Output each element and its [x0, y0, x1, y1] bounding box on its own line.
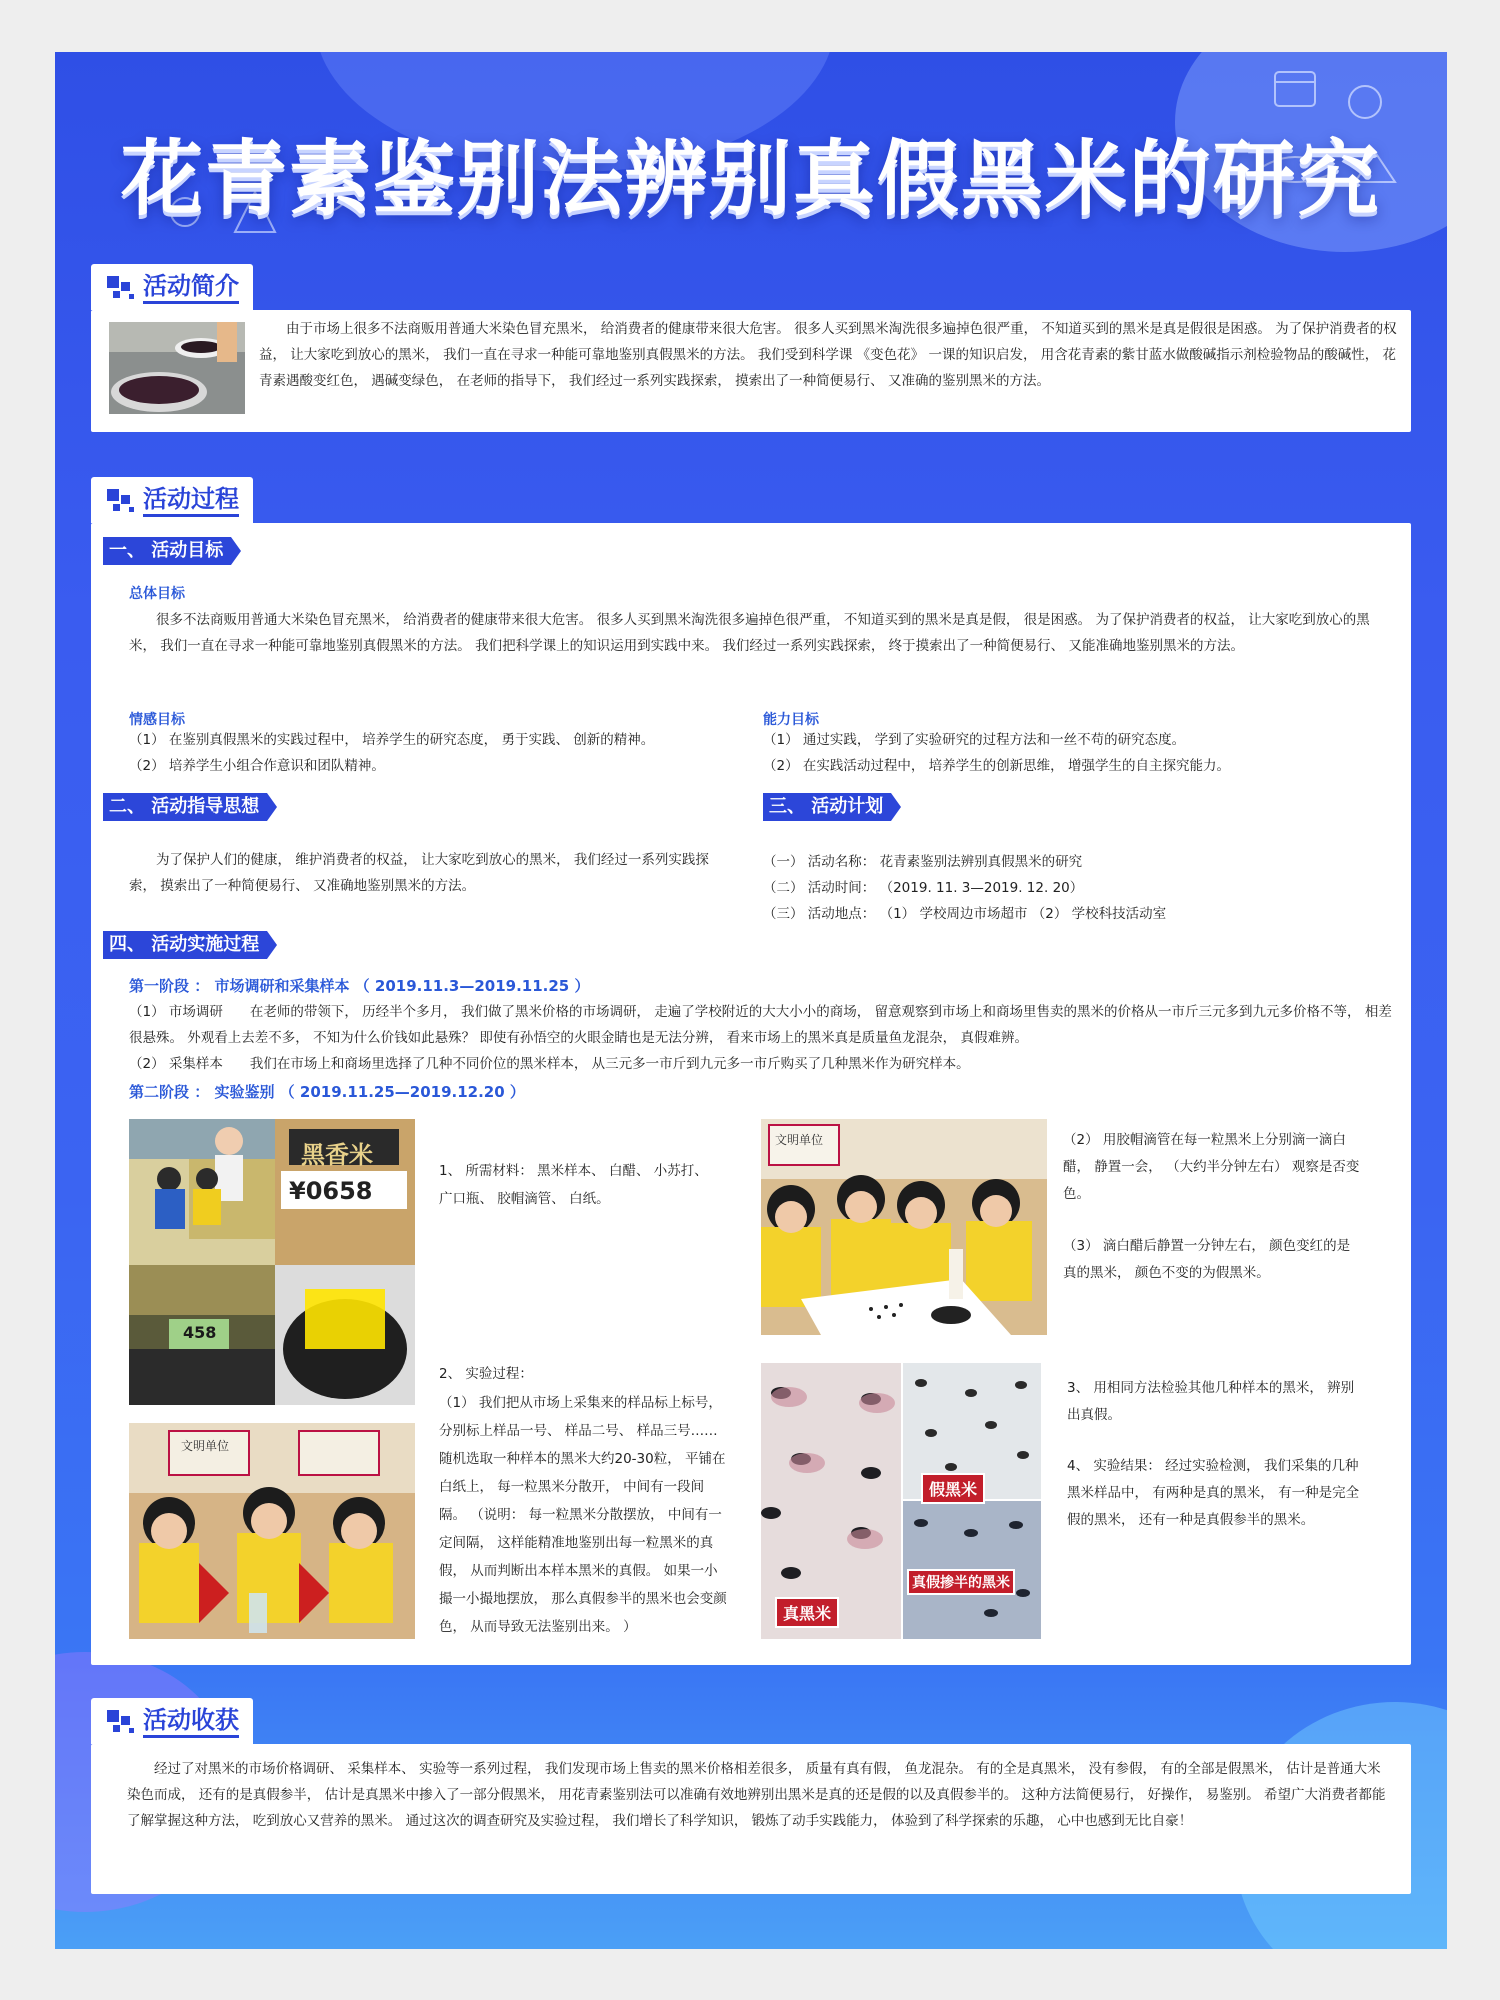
stage1-label: 第一阶段 ： 市场调研和采集样本 （ 2019.11.3—2019.11.25 ）: [129, 977, 590, 995]
stage2-label: 第二阶段 ： 实验鉴别 （ 2019.11.25—2019.12.20 ）: [129, 1083, 525, 1101]
poster: [55, 52, 1447, 1949]
blocks-icon: [107, 485, 137, 515]
intro-text: 由于市场上很多不法商贩用普通大米染色冒充黑米， 给消费者的健康带来很大危害。 很多人买到黑米淘洗很多遍掉色很严重， 不知道买到的黑米是真是假很是困惑。 为了保护消费者的权益， 让大家吃到放心的黑米， 我们一直在寻求一种能可靠地鉴别真假黑米的方法。 我们受到科学课 《变色花》 一课的知识启发， 用含花青素的紫甘蓝水做酸碱指示剂检验物品的酸碱性， 花青素遇酸变红色， 遇碱变绿色， 在老师的指导下， 我们经过一系列实践探索， 摸索出了一种简便易行、 又准确的鉴别黑米的方法。: [259, 321, 1397, 389]
students-photo-2: [761, 1119, 1047, 1335]
materials-text: 1、 所需材料： 黑米样本、 白醋、 小苏打、 广口瓶、 胶帽滴管、 白纸。: [439, 1163, 708, 1207]
fake-rice-label: 假黑米: [921, 1473, 985, 1504]
section-heading: 活动收获: [143, 1705, 239, 1738]
step2-text: （2） 用胶帽滴管在每一粒黑米上分别滴一滴白醋， 静置一会， （大约半分钟左右） 观察是否变色。: [1063, 1132, 1360, 1202]
process-panel: [91, 523, 1411, 1665]
ability-item: （1） 通过实践， 学到了实验研究的过程方法和一丝不苟的研究态度。: [763, 732, 1186, 748]
section-heading: 活动简介: [143, 271, 239, 304]
price-sign: 黑香米: [301, 1141, 373, 1169]
result-text: 4、 实验结果： 经过实验检测， 我们采集的几种黑米样品中， 有两种是真的黑米， 有一种是完全假的黑米， 还有一种是真假参半的黑米。: [1067, 1458, 1360, 1528]
goal-heading: 一、 活动目标: [103, 537, 231, 565]
real-rice-label: 真黑米: [775, 1597, 839, 1628]
section-tab-harvest: [91, 1698, 253, 1744]
emotion-label: 情感目标: [129, 712, 185, 728]
overall-label: 总体目标: [129, 586, 185, 602]
blocks-icon: [107, 1706, 137, 1736]
stage1-market-text: （1） 市场调研 在老师的带领下， 历经半个多月， 我们做了黑米价格的市场调研， 走遍了学校附近的大大小小的商场， 留意观察到市场上和商场里售卖的黑米的价格从一市斤三元多到九元多价格不等， 相差很悬殊。 外观看上去差不多， 不知为什么价钱如此悬殊？ 即使有孙悟空的火眼金睛也是无法分辨， 看来市场上的黑米真是质量鱼龙混杂， 真假难辨。: [129, 1004, 1392, 1046]
emotion-item: （2） 培养学生小组合作意识和团队精神。: [129, 758, 385, 774]
scale-tag: 458: [183, 1323, 217, 1342]
blocks-icon: [107, 272, 137, 302]
plan-item: （二） 活动时间： （2019. 11. 3—2019. 12. 20）: [763, 880, 1084, 896]
overall-text: 很多不法商贩用普通大米染色冒充黑米， 给消费者的健康带来很大危害。 很多人买到黑米淘洗很多遍掉色很严重， 不知道买到的黑米是真是假， 很是困惑。 为了保护消费者的权益， 让大家吃到放心的黑米， 我们一直在寻求一种能可靠地鉴别真假黑米的方法。 我们把科学课上的知识运用到实践中来。 我们经过一系列实践探索， 终于摸索出了一种简便易行、 又能准确地鉴别黑米的方法。: [129, 612, 1370, 654]
rice-washing-photo: [109, 322, 245, 414]
plan-heading: 三、 活动计划: [763, 793, 891, 821]
experiment-title: 2、 实验过程：: [439, 1366, 533, 1382]
impl-heading: 四、 活动实施过程: [103, 931, 267, 959]
section-tab-intro: [91, 264, 253, 310]
ability-item: （2） 在实践活动过程中， 培养学生的创新思维， 增强学生的自主探究能力。: [763, 758, 1230, 774]
section-tab-process: [91, 477, 253, 523]
guide-text: 为了保护人们的健康， 维护消费者的权益， 让大家吃到放心的黑米， 我们经过一系列实践探索， 摸索出了一种简便易行、 又准确地鉴别黑米的方法。: [129, 852, 709, 894]
mixed-rice-label: 真假掺半的黑米: [907, 1569, 1015, 1595]
step3-text: （3） 滴白醋后静置一分钟左右， 颜色变红的是真的黑米， 颜色不变的为假黑米。: [1063, 1238, 1351, 1281]
page-title: 花青素鉴别法辨别真假黑米的研究: [120, 132, 1381, 227]
method3-text: 3、 用相同方法检验其他几种样本的黑米， 辨别出真假。: [1067, 1380, 1355, 1423]
ability-label: 能力目标: [763, 712, 819, 728]
plan-item: （三） 活动地点： （1） 学校周边市场超市 （2） 学校科技活动室: [763, 906, 1167, 922]
experiment-text: （1） 我们把从市场上采集来的样品标上标号， 分别标上样品一号、 样品二号、 样品三号…… 随机选取一种样本的黑米大约20-30粒， 平铺在白纸上， 每一粒黑米分散开， 中间有一段间隔。 （说明： 每一粒黑米分散摆放， 中间有一定间隔， 这样能精准地鉴别出每一粒黑米的真假， 从而判断出本样本黑米的真假。 如果一小撮一小撮地摆放， 那么真假参半的黑米也会变颜色， 从而导致无法鉴别出来。 ）: [439, 1395, 727, 1635]
stage1-sample-text: （2） 采集样本 我们在市场上和商场里选择了几种不同价位的黑米样本， 从三元多一市斤到九元多一市斤购买了几种黑米作为研究样本。: [129, 1056, 970, 1072]
section-heading: 活动过程: [143, 484, 239, 517]
price-tag: ¥0658: [289, 1177, 373, 1205]
market-photo-collage: [129, 1119, 415, 1405]
intro-panel: [91, 310, 1411, 432]
emotion-item: （1） 在鉴别真假黑米的实践过程中， 培养学生的研究态度， 勇于实践、 创新的精神。: [129, 732, 655, 748]
harvest-panel: [91, 1744, 1411, 1894]
plaque-text: 文明单位: [775, 1133, 824, 1147]
plan-item: （一） 活动名称： 花青素鉴别法辨别真假黑米的研究: [763, 854, 1083, 870]
rice-result-photos: [761, 1363, 1041, 1639]
students-photo-1: [129, 1423, 415, 1639]
harvest-text: 经过了对黑米的市场价格调研、 采集样本、 实验等一系列过程， 我们发现市场上售卖的黑米价格相差很多， 质量有真有假， 鱼龙混杂。 有的全是真黑米， 没有参假， 有的全部是假黑米， 估计是普通大米染色而成， 还有的是真假参半， 估计是真黑米中掺入了一部分假黑米， 用花青素鉴别法可以准确有效地辨别出黑米是真的还是假的以及真假参半的。 这种方法简便易行， 好操作， 易鉴别。 希望广大消费者都能了解掌握这种方法， 吃到放心又营养的黑米。 通过这次的调查研究及实验过程， 我们增长了科学知识， 锻炼了动手实践能力， 体验到了科学探索的乐趣， 心中也感到无比自豪！: [127, 1761, 1386, 1829]
guide-heading: 二、 活动指导思想: [103, 793, 267, 821]
plaque-text: 文明单位: [181, 1439, 230, 1453]
